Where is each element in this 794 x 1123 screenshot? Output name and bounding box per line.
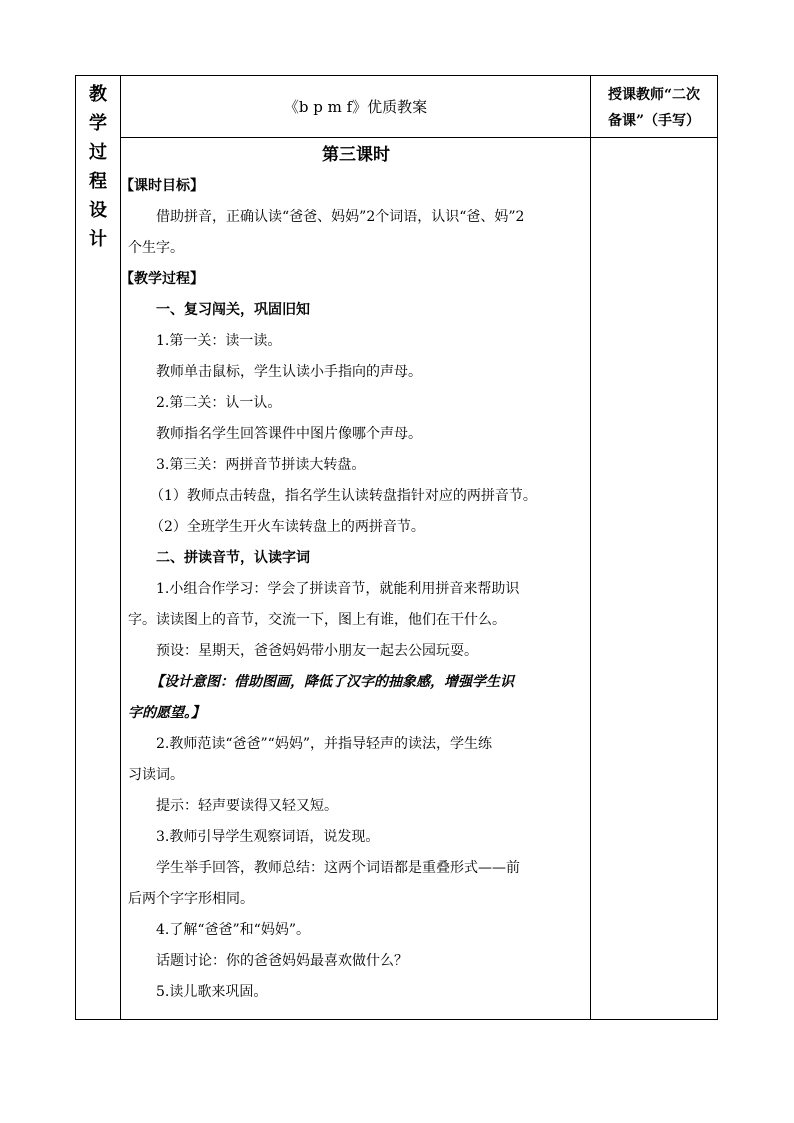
section-heading: 一、复习闯关，巩固旧知 [156, 302, 310, 318]
paragraph: （2）全班学生开火车读转盘上的两拼音节。 [150, 519, 425, 535]
document-title: 《b p m f》优质教案 [283, 98, 428, 116]
paragraph: 提示：轻声要读得又轻又短。 [156, 798, 338, 814]
paragraph: 2.第二关：认一认。 [156, 395, 282, 411]
paragraph: 习读词。 [128, 767, 184, 783]
paragraph: 1.小组合作学习：学会了拼读音节，就能利用拼音来帮助识 [156, 581, 520, 597]
section-label-char: 计 [89, 229, 107, 250]
teacher-notes-header-line: 备课”（手写） [607, 113, 701, 129]
design-intent: 【设计意图：借助图画，降低了汉字的抽象感，增强学生识 [150, 674, 514, 690]
table-divider [590, 137, 718, 138]
paragraph: 借助拼音，正确认读“爸爸、妈妈”2个词语，认识“爸、妈”2 [156, 209, 525, 225]
table-divider [120, 76, 121, 1019]
teacher-notes-header [592, 82, 716, 134]
paragraph: 预设：星期天，爸爸妈妈带小朋友一起去公园玩耍。 [156, 643, 478, 659]
section-label-char: 程 [89, 171, 107, 192]
paragraph: 1.第一关：读一读。 [156, 333, 282, 349]
process-heading: 【教学过程】 [120, 271, 204, 287]
paragraph: 3.第三关：两拼音节拼读大转盘。 [156, 457, 366, 473]
paragraph: 话题讨论：你的爸爸妈妈最喜欢做什么？ [156, 953, 408, 969]
section-heading: 二、拼读音节，认读字词 [156, 550, 310, 566]
paragraph: 个生字。 [128, 240, 184, 256]
teacher-notes-header-line: 授课教师“二次 [607, 87, 701, 103]
paragraph: 教师单击鼠标，学生认读小手指向的声母。 [156, 364, 422, 380]
section-label-char: 教 [89, 84, 107, 105]
lesson-content [120, 140, 584, 1008]
table-divider [120, 137, 590, 138]
paragraph: 4.了解“爸爸”和“妈妈”。 [156, 922, 310, 938]
lesson-plan-table [75, 75, 718, 1020]
paragraph: 后两个字字形相同。 [128, 891, 254, 907]
paragraph: 2.教师范读“爸爸”“妈妈”，并指导轻声的读法，学生练 [156, 736, 492, 752]
paragraph: 教师指名学生回答课件中图片像哪个声母。 [156, 426, 422, 442]
section-label [76, 80, 120, 254]
lesson-title: 第三课时 [322, 145, 390, 165]
paragraph: 字。读读图上的音节，交流一下，图上有谁，他们在干什么。 [128, 612, 506, 628]
design-intent: 字的愿望。】 [128, 705, 205, 721]
paragraph: 学生举手回答，教师总结：这两个词语都是重叠形式——前 [156, 860, 520, 876]
section-label-char: 过 [89, 142, 107, 163]
goal-heading: 【课时目标】 [120, 178, 204, 194]
paragraph: 5.读儿歌来巩固。 [156, 984, 268, 1000]
section-label-char: 设 [89, 200, 107, 221]
table-divider [590, 76, 591, 1019]
paragraph: 3.教师引导学生观察词语，说发现。 [156, 829, 380, 845]
paragraph: （1）教师点击转盘，指名学生认读转盘指针对应的两拼音节。 [150, 488, 537, 504]
section-label-char: 学 [89, 113, 107, 134]
